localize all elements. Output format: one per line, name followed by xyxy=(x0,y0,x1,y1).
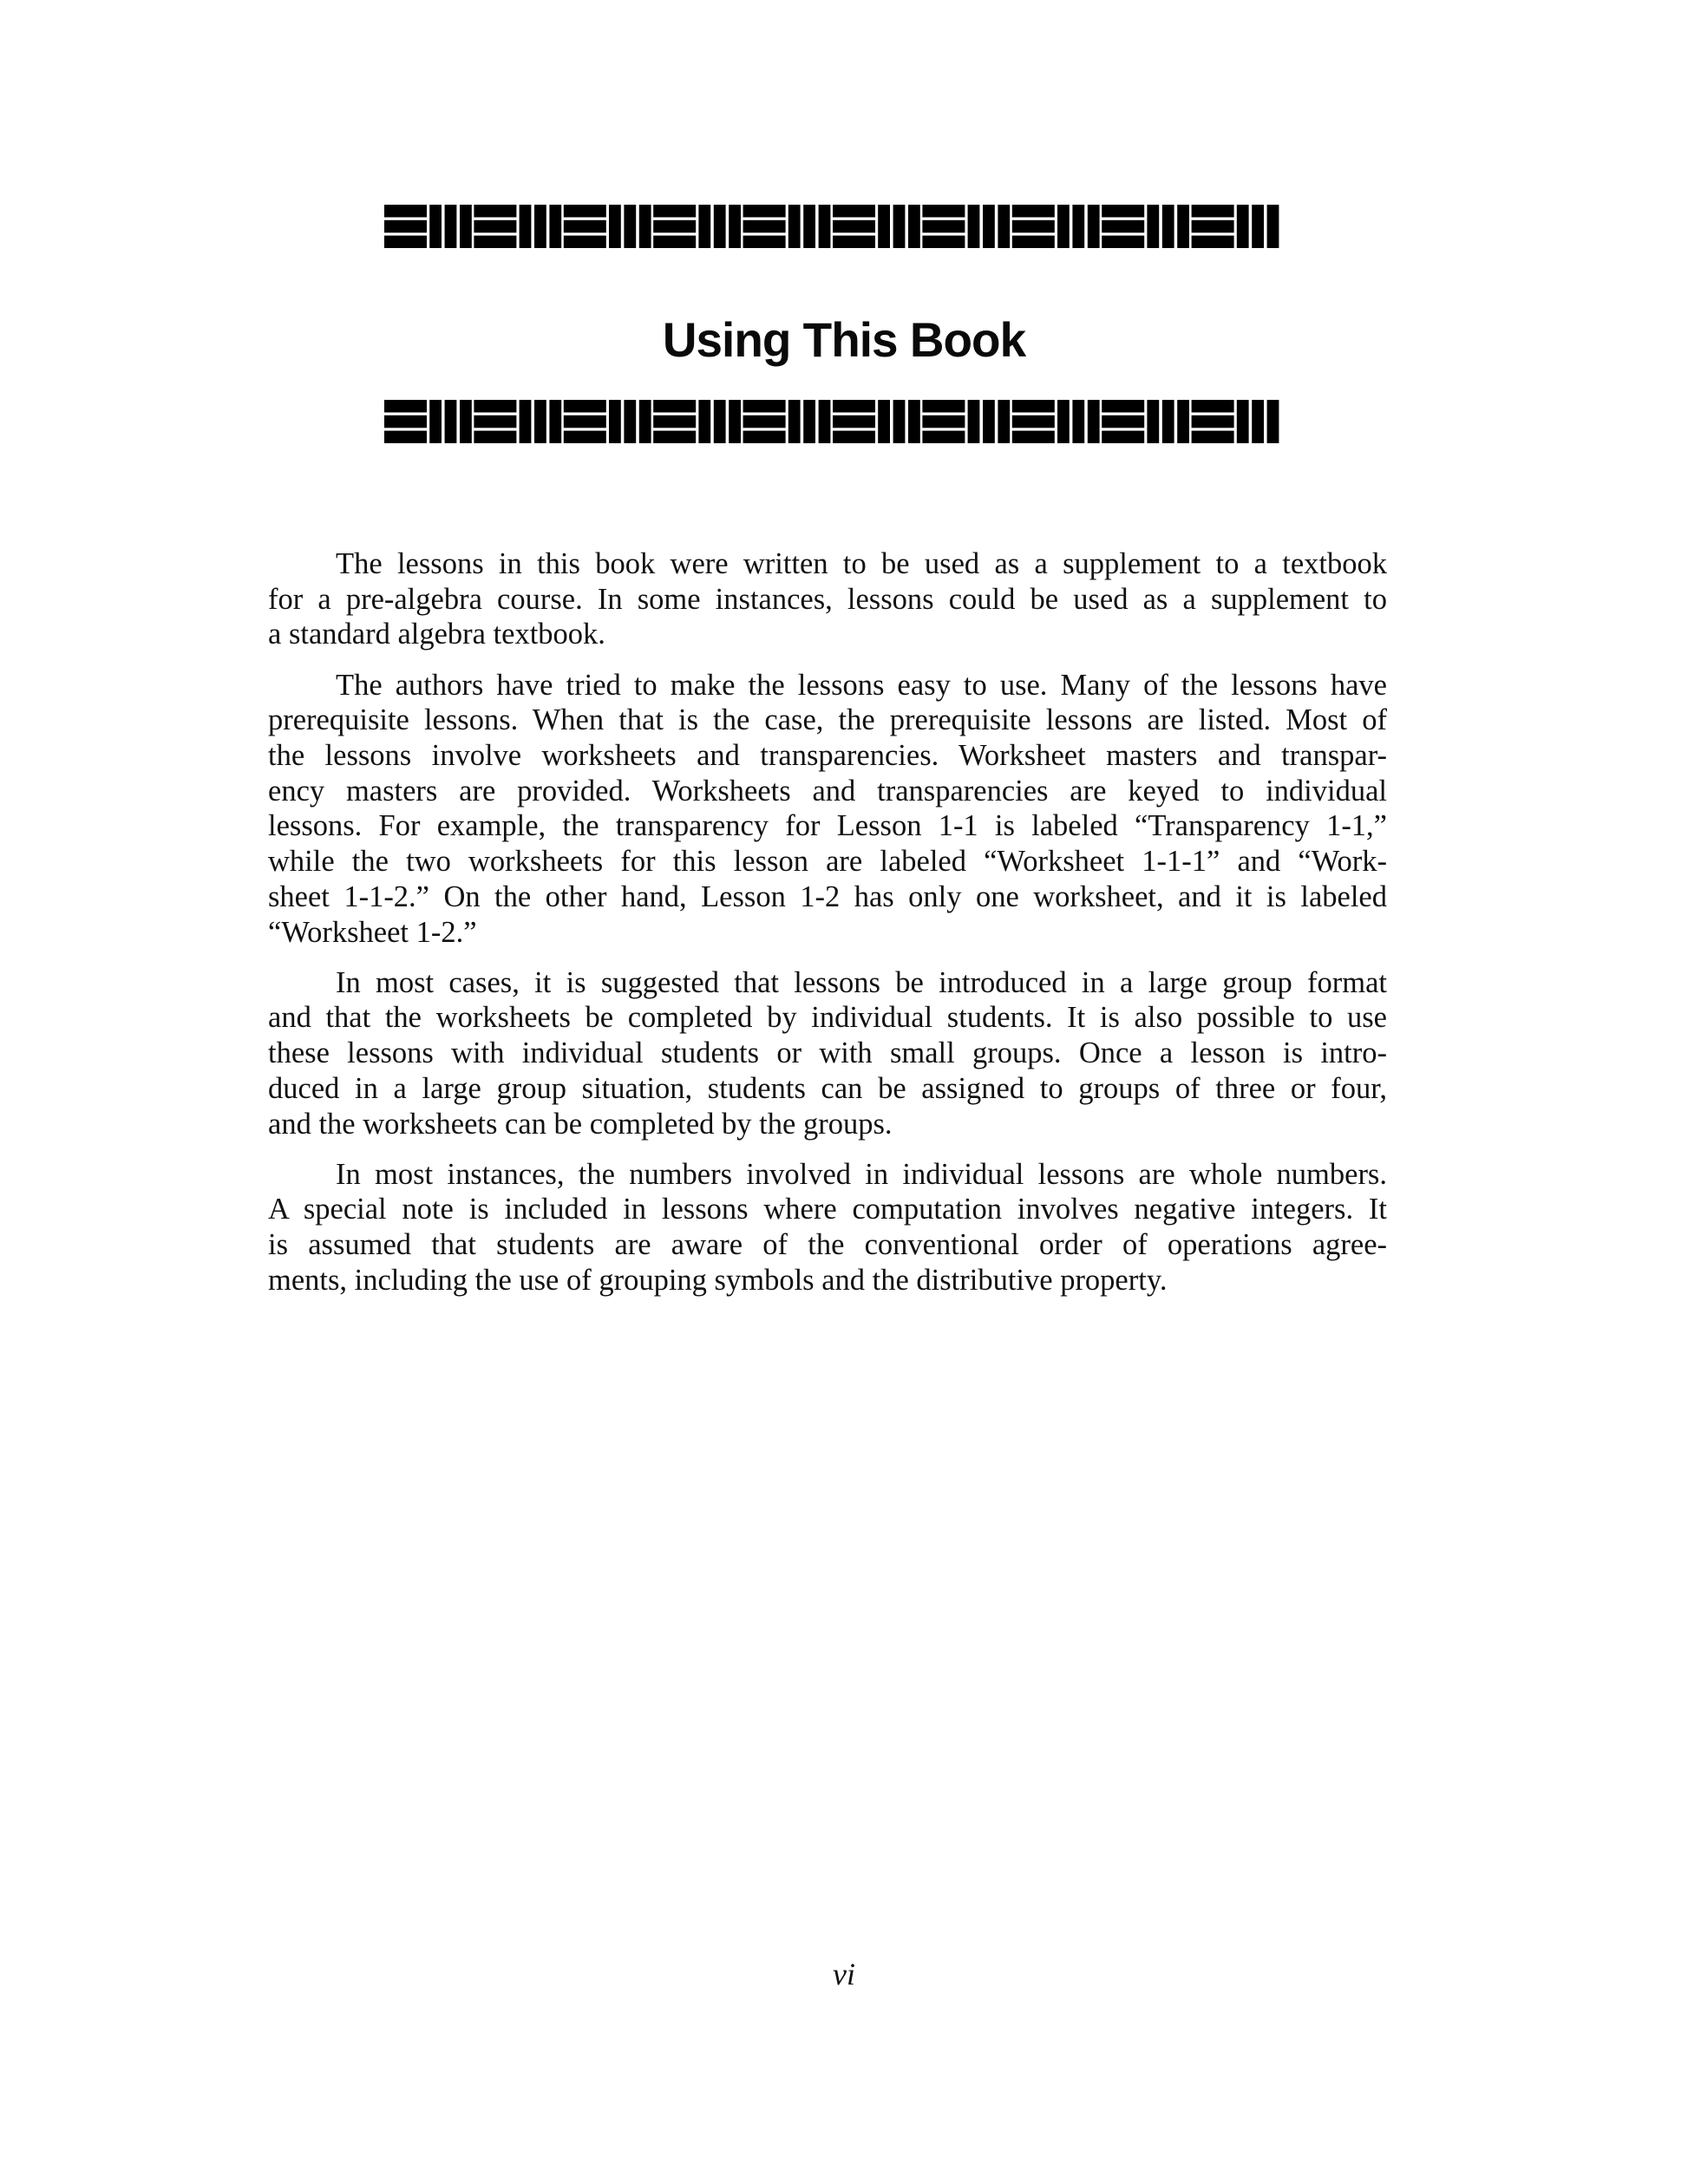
page-number: vi xyxy=(833,1957,855,1991)
text-line: these lessons with individual students or with small groups. Once a lesson is intro- xyxy=(268,1036,1387,1070)
pattern-horizontal-bar xyxy=(474,400,516,413)
pattern-horizontal-bar xyxy=(1102,400,1144,413)
pattern-horizontal-bar xyxy=(384,236,427,248)
pattern-horizontal-bar xyxy=(1102,236,1144,248)
pattern-vertical-bar xyxy=(1072,205,1084,248)
text-line: and the worksheets can be completed by the groups. xyxy=(268,1107,893,1141)
pattern-vertical-bar xyxy=(429,205,442,248)
pattern-horizontal-bar xyxy=(474,236,516,248)
pattern-horizontal-bar xyxy=(1192,431,1234,443)
pattern-horizontal-bar xyxy=(474,220,516,232)
pattern-vertical-bar xyxy=(445,205,457,248)
pattern-horizontal-bar xyxy=(474,431,516,443)
pattern-horizontal-bar xyxy=(1192,220,1234,232)
pattern-horizontal-bar xyxy=(564,415,606,428)
text-line: In most cases, it is suggested that lessons be introduced in a large group format xyxy=(336,965,1387,999)
pattern-vertical-bar xyxy=(819,205,831,248)
pattern-horizontal-bar xyxy=(384,400,427,413)
pattern-horizontal-bar xyxy=(833,400,875,413)
pattern-vertical-bar xyxy=(998,400,1010,443)
pattern-horizontal-bar xyxy=(653,431,696,443)
pattern-vertical-bar xyxy=(1267,205,1279,248)
text-line: while the two worksheets for this lesson are labeled “Worksheet 1-1-1” and “Work- xyxy=(268,845,1387,879)
pattern-vertical-bar xyxy=(968,400,980,443)
pattern-vertical-bar xyxy=(908,400,920,443)
pattern-vertical-bar xyxy=(908,205,920,248)
paragraph xyxy=(268,546,1387,652)
pattern-horizontal-bar xyxy=(653,415,696,428)
text-line: ency masters are provided. Worksheets and transparencies are keyed to individual xyxy=(268,774,1387,808)
pattern-horizontal-bar xyxy=(1102,431,1144,443)
text-line: duced in a large group situation, students can be assigned to groups of three or four, xyxy=(268,1071,1387,1105)
pattern-vertical-bar xyxy=(1147,400,1159,443)
pattern-horizontal-bar xyxy=(1192,400,1234,413)
pattern-horizontal-bar xyxy=(833,431,875,443)
pattern-vertical-bar xyxy=(639,400,651,443)
pattern-vertical-bar xyxy=(983,400,995,443)
pattern-horizontal-bar xyxy=(653,400,696,413)
pattern-horizontal-bar xyxy=(1102,205,1144,218)
text-line: lessons. For example, the transparency for Lesson 1-1 is labeled “Transparency 1-1,” xyxy=(268,809,1387,843)
pattern-horizontal-bar xyxy=(1102,415,1144,428)
pattern-horizontal-bar xyxy=(743,205,786,218)
text-line: In most instances, the numbers involved in individual lessons are whole numbers. xyxy=(336,1157,1387,1191)
pattern-vertical-bar xyxy=(1162,205,1174,248)
decorative-pattern xyxy=(384,400,1281,443)
pattern-vertical-bar xyxy=(460,205,472,248)
pattern-horizontal-bar xyxy=(922,400,965,413)
pattern-vertical-bar xyxy=(429,400,442,443)
text-line: ments, including the use of grouping symbols and the distributive property. xyxy=(268,1263,1168,1297)
pattern-horizontal-bar xyxy=(922,431,965,443)
pattern-horizontal-bar xyxy=(1012,431,1055,443)
pattern-horizontal-bar xyxy=(1012,400,1055,413)
pattern-horizontal-bar xyxy=(1012,415,1055,428)
pattern-vertical-bar xyxy=(460,400,472,443)
pattern-vertical-bar xyxy=(698,205,710,248)
pattern-horizontal-bar xyxy=(1012,220,1055,232)
text-line: a standard algebra textbook. xyxy=(268,618,605,651)
text-line: prerequisite lessons. When that is the case, the prerequisite lessons are listed. Most of xyxy=(268,703,1387,737)
pattern-vertical-bar xyxy=(878,205,890,248)
pattern-vertical-bar xyxy=(445,400,457,443)
pattern-horizontal-bar xyxy=(1192,415,1234,428)
pattern-horizontal-bar xyxy=(564,400,606,413)
pattern-horizontal-bar xyxy=(653,236,696,248)
text-line: is assumed that students are aware of the conventional order of operations agree- xyxy=(268,1228,1387,1262)
pattern-vertical-bar xyxy=(878,400,890,443)
pattern-horizontal-bar xyxy=(384,431,427,443)
pattern-vertical-bar xyxy=(1252,400,1264,443)
pattern-horizontal-bar xyxy=(833,220,875,232)
pattern-vertical-bar xyxy=(1237,400,1249,443)
pattern-horizontal-bar xyxy=(922,236,965,248)
pattern-vertical-bar xyxy=(968,205,980,248)
pattern-vertical-bar xyxy=(893,205,906,248)
pattern-vertical-bar xyxy=(983,205,995,248)
pattern-horizontal-bar xyxy=(922,205,965,218)
pattern-vertical-bar xyxy=(714,205,726,248)
pattern-vertical-bar xyxy=(729,205,741,248)
text-line: A special note is included in lessons where computation involves negative integers. It xyxy=(268,1193,1387,1226)
pattern-vertical-bar xyxy=(1147,205,1159,248)
pattern-vertical-bar xyxy=(1072,400,1084,443)
text-line: the lessons involve worksheets and transparencies. Worksheet masters and transpar- xyxy=(268,739,1387,773)
pattern-vertical-bar xyxy=(624,400,636,443)
text-line: for a pre-algebra course. In some instances, lessons could be used as a supplement to xyxy=(268,582,1387,616)
pattern-vertical-bar xyxy=(1237,205,1249,248)
pattern-vertical-bar xyxy=(893,400,906,443)
pattern-horizontal-bar xyxy=(384,415,427,428)
pattern-horizontal-bar xyxy=(833,236,875,248)
paragraph xyxy=(268,965,1387,1142)
pattern-vertical-bar xyxy=(1088,205,1100,248)
pattern-vertical-bar xyxy=(609,205,621,248)
pattern-vertical-bar xyxy=(520,205,532,248)
pattern-vertical-bar xyxy=(819,400,831,443)
pattern-horizontal-bar xyxy=(564,220,606,232)
pattern-vertical-bar xyxy=(1088,400,1100,443)
text-line: “Worksheet 1-2.” xyxy=(268,915,477,949)
pattern-vertical-bar xyxy=(549,400,561,443)
pattern-vertical-bar xyxy=(534,400,546,443)
pattern-vertical-bar xyxy=(639,205,651,248)
pattern-horizontal-bar xyxy=(922,415,965,428)
pattern-horizontal-bar xyxy=(833,415,875,428)
pattern-horizontal-bar xyxy=(1192,205,1234,218)
body-text xyxy=(268,546,1387,1313)
pattern-vertical-bar xyxy=(1177,400,1189,443)
paragraph xyxy=(268,668,1387,951)
pattern-horizontal-bar xyxy=(743,415,786,428)
decorative-pattern xyxy=(384,205,1281,248)
pattern-horizontal-bar xyxy=(653,220,696,232)
text-line: The lessons in this book were written to be used as a supplement to a textbook xyxy=(336,547,1387,580)
pattern-horizontal-bar xyxy=(1192,236,1234,248)
pattern-vertical-bar xyxy=(998,205,1010,248)
pattern-horizontal-bar xyxy=(384,220,427,232)
pattern-vertical-bar xyxy=(788,205,801,248)
pattern-vertical-bar xyxy=(534,205,546,248)
decorative-border-bottom xyxy=(384,400,1281,443)
pattern-vertical-bar xyxy=(1057,205,1070,248)
pattern-horizontal-bar xyxy=(474,205,516,218)
paragraph xyxy=(268,1157,1387,1298)
pattern-horizontal-bar xyxy=(564,236,606,248)
text-line: and that the worksheets be completed by individual students. It is also possible to use xyxy=(268,1001,1387,1035)
text-line: sheet 1-1-2.” On the other hand, Lesson 1-2 has only one worksheet, and it is labeled xyxy=(268,879,1387,913)
pattern-vertical-bar xyxy=(1057,400,1070,443)
pattern-horizontal-bar xyxy=(743,431,786,443)
pattern-horizontal-bar xyxy=(743,400,786,413)
pattern-vertical-bar xyxy=(1162,400,1174,443)
pattern-horizontal-bar xyxy=(564,205,606,218)
pattern-vertical-bar xyxy=(803,205,815,248)
pattern-vertical-bar xyxy=(609,400,621,443)
pattern-vertical-bar xyxy=(520,400,532,443)
pattern-vertical-bar xyxy=(1267,400,1279,443)
pattern-horizontal-bar xyxy=(833,205,875,218)
pattern-horizontal-bar xyxy=(384,205,427,218)
pattern-horizontal-bar xyxy=(922,220,965,232)
pattern-horizontal-bar xyxy=(1102,220,1144,232)
pattern-vertical-bar xyxy=(549,205,561,248)
pattern-vertical-bar xyxy=(803,400,815,443)
text-line: The authors have tried to make the lessons easy to use. Many of the lessons have xyxy=(336,668,1387,702)
decorative-border-top xyxy=(384,205,1281,248)
pattern-vertical-bar xyxy=(698,400,710,443)
pattern-horizontal-bar xyxy=(474,415,516,428)
pattern-vertical-bar xyxy=(788,400,801,443)
page-title: Using This Book xyxy=(662,311,1026,367)
pattern-vertical-bar xyxy=(624,205,636,248)
pattern-horizontal-bar xyxy=(653,205,696,218)
pattern-vertical-bar xyxy=(714,400,726,443)
pattern-horizontal-bar xyxy=(564,431,606,443)
pattern-horizontal-bar xyxy=(743,220,786,232)
pattern-horizontal-bar xyxy=(743,236,786,248)
pattern-vertical-bar xyxy=(1177,205,1189,248)
pattern-horizontal-bar xyxy=(1012,236,1055,248)
pattern-vertical-bar xyxy=(1252,205,1264,248)
pattern-vertical-bar xyxy=(729,400,741,443)
pattern-horizontal-bar xyxy=(1012,205,1055,218)
